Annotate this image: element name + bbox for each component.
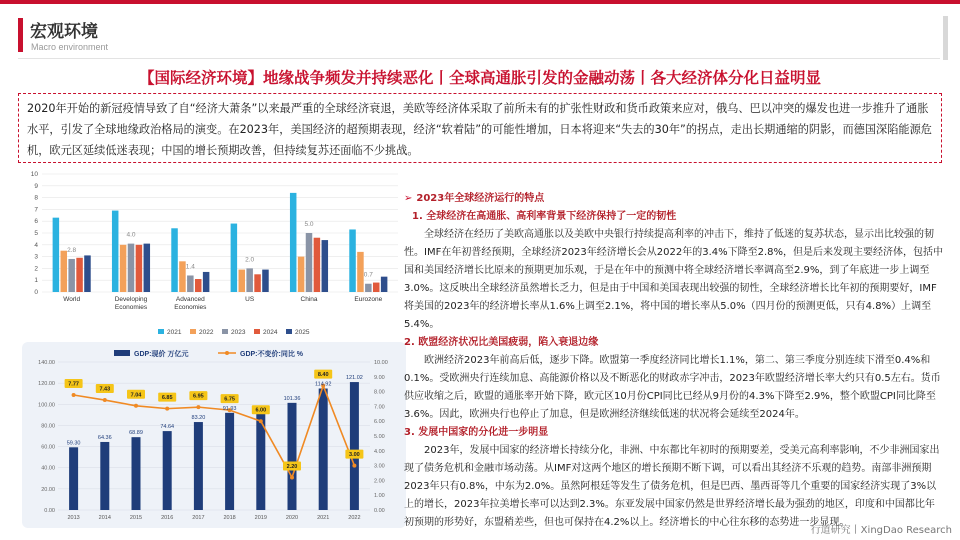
y-tick-label: 3 — [34, 253, 38, 261]
growth-point — [290, 475, 294, 479]
page-title: 宏观环境 — [30, 22, 98, 42]
growth-label: 7.77 — [68, 381, 79, 388]
gdp-bar — [194, 422, 203, 510]
y-right-tick-label: 10.00 — [374, 360, 388, 366]
bar-2024 — [195, 279, 202, 292]
legend-marker-growth — [225, 351, 229, 355]
growth-label: 2.20 — [286, 463, 298, 470]
bar-2021 — [290, 193, 297, 292]
legend-label-gdp: GDP:现价 万亿元 — [134, 351, 189, 358]
legend-swatch — [222, 329, 228, 334]
y-right-tick-label: 7.00 — [374, 404, 385, 411]
growth-label: 6.95 — [193, 393, 204, 400]
data-label: 5.0 — [304, 221, 314, 228]
gdp-bar-label: 114.92 — [314, 381, 332, 388]
data-label: 2.0 — [245, 256, 255, 264]
legend-swatch — [190, 329, 196, 334]
gdp-bar — [132, 437, 141, 510]
growth-point — [352, 464, 356, 468]
section-3-title: 3. 发展中国家的分化进一步明显 — [404, 427, 549, 438]
growth-point — [259, 419, 263, 423]
bar-2021 — [53, 218, 60, 292]
bar-2024 — [314, 238, 321, 292]
x-tick-label: 2015 — [129, 515, 143, 521]
growth-label: 7.04 — [130, 392, 142, 399]
bar-2025 — [262, 270, 269, 292]
legend-label: 2022 — [199, 329, 214, 336]
y-left-tick-label: 120.00 — [38, 381, 55, 388]
section-1-title: 1. 全球经济在高通胀、高利率背景下经济保持了一定的韧性 — [412, 211, 677, 222]
growth-point — [72, 393, 76, 397]
growth-label: 6.75 — [224, 396, 235, 403]
bar-2023 — [365, 284, 372, 292]
bar-2022 — [357, 252, 364, 292]
y-right-tick-label: 1.00 — [374, 493, 385, 500]
y-right-tick-label: 2.00 — [374, 478, 385, 485]
china-gdp-chart — [22, 342, 406, 528]
bar-2023 — [68, 259, 75, 292]
bar-2021 — [171, 228, 178, 292]
growth-label: 7.43 — [99, 386, 111, 393]
bar-2025 — [322, 240, 329, 292]
footer-credit: 行道研究丨XingDao Research — [810, 525, 952, 536]
category-label: Developing — [114, 296, 148, 303]
bar-2024 — [254, 274, 260, 292]
legend-swatch — [286, 329, 292, 334]
bar-2022 — [239, 270, 246, 292]
gdp-bar-label: 91.93 — [222, 405, 237, 412]
x-tick-label: 2016 — [161, 515, 174, 521]
bar-2021 — [349, 229, 356, 292]
legend-label: 2024 — [263, 329, 278, 336]
x-tick-label: 2020 — [285, 515, 299, 521]
y-right-tick-label: 0.00 — [374, 508, 385, 514]
section-2-title: 2. 欧盟经济状况比美国疲弱，陷入衰退边缘 — [404, 337, 599, 348]
growth-label: 6.00 — [255, 407, 267, 414]
bar-2022 — [298, 257, 305, 292]
corner-decoration — [943, 16, 948, 60]
data-label: 2.8 — [67, 246, 77, 254]
y-tick-label: 5 — [34, 230, 38, 237]
y-right-tick-label: 6.00 — [374, 419, 385, 426]
bar-2021 — [231, 224, 238, 292]
gdp-bar-label: 59.30 — [66, 440, 81, 447]
headline-banner: 【国际经济环境】地缘战争频发并持续恶化丨全球高通胀引发的金融动荡丨各大经济体分化日益明显 — [138, 69, 821, 87]
y-tick-label: 2 — [34, 265, 38, 273]
arrow-bullet-icon: ➢ — [404, 193, 413, 204]
legend-label: 2023 — [231, 329, 246, 336]
y-right-tick-label: 8.00 — [374, 389, 385, 396]
y-tick-label: 6 — [34, 218, 38, 226]
data-label: 0.7 — [363, 271, 373, 279]
y-left-tick-label: 20.00 — [41, 486, 55, 493]
category-label: Eurozone — [354, 296, 383, 303]
bar-2022 — [61, 251, 67, 292]
legend-swatch — [158, 329, 164, 334]
header-divider — [18, 58, 940, 59]
intro-text: 2020年开始的新冠疫情导致了自“经济大萧条”以来最严重的全球经济衰退，美欧等经济体采取了前所未有的扩张性财政和货币政策来应对，俄乌、巴以冲突的爆发也进一步推升了通胀水平，引发了全球地缘政治格局的演变。在2023年，美国经济的超预期表现，经济“软着陆”的可能性增加，日本将迎来“失去的30年”的拐点，走出长期通缩的阴影，而德国深陷能源危机，欧元区延续低迷表现；中国的增长预期改善，但持续复苏还面临不少挑战。 — [27, 102, 932, 157]
category-label: Economies — [174, 304, 207, 311]
header-accent-bar — [18, 18, 23, 52]
y-tick-label: 4 — [34, 241, 38, 249]
legend-label: 2025 — [295, 329, 310, 336]
y-left-tick-label: 140.00 — [38, 360, 55, 366]
y-right-tick-label: 9.00 — [374, 374, 385, 381]
y-tick-label: 0 — [34, 289, 38, 296]
growth-line — [74, 386, 355, 478]
growth-point — [103, 398, 107, 402]
growth-point — [196, 405, 200, 409]
gdp-bar — [319, 389, 328, 510]
y-right-tick-label: 4.00 — [374, 448, 385, 455]
page-subtitle: Macro environment — [31, 42, 109, 52]
legend-swatch-gdp — [114, 350, 130, 356]
y-tick-label: 8 — [34, 194, 38, 202]
main-title-text: 2023年全球经济运行的特点 — [416, 193, 545, 204]
gdp-bar-label: 74.64 — [160, 424, 175, 431]
main-section-title — [404, 190, 944, 208]
bar-2023 — [128, 244, 135, 292]
gdp-bar-label: 121.02 — [345, 375, 363, 382]
gdp-bar-label: 83.20 — [191, 415, 206, 422]
bar-2025 — [144, 244, 151, 292]
category-label: Economies — [114, 304, 148, 311]
section-1-text: 全球经济在经历了美欧高通胀以及美欧中央银行持续提高利率的冲击下，维持了低迷的复苏状态，显示出比较强的韧性。IMF在年初普经预期，全球经济2023年经济增长会从2022年的3.4%下降至2.8%，但是后来发现主要经济体，包括中国和美国经济增长比原来的预期更加乐观，于是在年中的预测中将全球经济增长率调高至2.9%，到了年底进一步上调至3.0%。这反映出全球经济虽然增长乏力，但是由于中国和美国表现出较强的韧性，全球经济增长比年初的预期要好，IMF将美国的2023年的经济增长率从1.6%上调至2.1%，将中国的增长率从5.0%（四月份的预测更低，只有4.8%）上调至5.4%。 — [404, 229, 944, 330]
bar-2025 — [84, 255, 91, 292]
imf-growth-chart — [28, 168, 406, 340]
growth-label: 8.40 — [317, 372, 329, 379]
growth-point — [165, 407, 169, 411]
y-tick-label: 1 — [34, 277, 38, 285]
section-3-text: 2023年，发展中国家的经济增长持续分化，非洲、中东都比年初时的预期要差，受美元高利率影响，不少非洲国家出现了债务危机和金融市场动荡。从IMF对这两个地区的增长预期不断下调，可以看出其经济不乐观的趋势。南部非洲预期2023年只有0.8%，中东为2.0%。虽然阿根廷等发生了债务危机，但是巴西、墨西哥等几个重要的国家经济实现了3%以上的增长，2023年拉美增长率可以达到2.3%。东亚发展中国家仍然是世界经济增长最为强劲的地区，印度和中国都比年初预期的形势好，东盟稍差些，但也可保持在4.2%以上。经济增长的中心往东移的态势进一步显现。 — [404, 445, 940, 528]
gdp-bar — [69, 447, 78, 510]
category-label: World — [63, 296, 81, 303]
gdp-bar — [288, 403, 297, 510]
legend-label: 2021 — [167, 329, 182, 336]
gdp-bar — [100, 442, 109, 510]
intro-box — [18, 93, 942, 163]
bar-2023 — [246, 268, 253, 292]
x-tick-label: 2022 — [348, 515, 361, 521]
section-2-text: 欧洲经济2023年前高后低，逐步下降。欧盟第一季度经济同比增长1.1%，第二、第三季度分别连续下滑至0.4%和0.1%。受欧洲央行连续加息、高能源价格以及不断恶化的财政赤字冲击，2023年欧盟经济增长率大约只有0.5左右。货币供应收缩之后，欧盟的通胀率开始下降，欧元区10月份CPI同比已经从9月份的4.3%下降至2.9%，整个欧盟CPI同比降至3.6%。因此，欧洲央行也停止了加息，但是欧洲经济继续低迷的状况将会延续至2024年。 — [404, 355, 941, 420]
bar-2022 — [120, 245, 127, 292]
bar-2025 — [203, 272, 210, 292]
y-tick-label: 7 — [34, 206, 38, 214]
bar-2024 — [76, 258, 83, 292]
growth-point — [134, 404, 138, 408]
y-left-tick-label: 60.00 — [41, 444, 55, 451]
analysis-text — [404, 190, 944, 532]
x-tick-label: 2013 — [67, 515, 80, 521]
x-tick-label: 2017 — [192, 515, 205, 521]
gdp-bar — [225, 413, 234, 510]
y-left-tick-label: 0.00 — [44, 508, 55, 514]
category-label: Advanced — [175, 296, 205, 303]
bar-2025 — [381, 277, 388, 292]
bar-2024 — [373, 283, 380, 292]
category-label: China — [300, 296, 318, 303]
y-left-tick-label: 100.00 — [38, 402, 55, 409]
x-tick-label: 2019 — [254, 515, 267, 521]
category-label: US — [245, 296, 255, 303]
growth-label: 6.85 — [161, 395, 173, 402]
gdp-bar — [350, 382, 359, 510]
gdp-bar-label: 101.36 — [283, 395, 301, 402]
bar-2024 — [136, 245, 143, 292]
x-tick-label: 2021 — [317, 515, 330, 521]
y-right-tick-label: 5.00 — [374, 434, 385, 440]
bar-2021 — [112, 211, 119, 292]
data-label: 1.4 — [185, 263, 195, 271]
y-tick-label: 10 — [30, 171, 38, 178]
x-tick-label: 2018 — [223, 515, 236, 521]
data-label: 4.0 — [126, 231, 136, 239]
y-right-tick-label: 3.00 — [374, 463, 385, 470]
y-tick-label: 9 — [34, 182, 38, 190]
top-accent-line — [0, 0, 960, 4]
gdp-bar-label: 68.89 — [129, 430, 143, 437]
bar-2022 — [179, 261, 186, 292]
bar-2023 — [306, 233, 313, 292]
gdp-bar — [163, 431, 172, 510]
growth-label: 3.00 — [349, 452, 360, 459]
bar-2023 — [187, 275, 194, 292]
y-left-tick-label: 40.00 — [41, 465, 55, 472]
legend-swatch — [254, 329, 260, 334]
gdp-bar-label: 64.36 — [97, 434, 112, 441]
legend-label-growth: GDP:不变价:同比 % — [240, 351, 303, 358]
y-left-tick-label: 80.00 — [41, 423, 55, 430]
x-tick-label: 2014 — [98, 515, 111, 521]
